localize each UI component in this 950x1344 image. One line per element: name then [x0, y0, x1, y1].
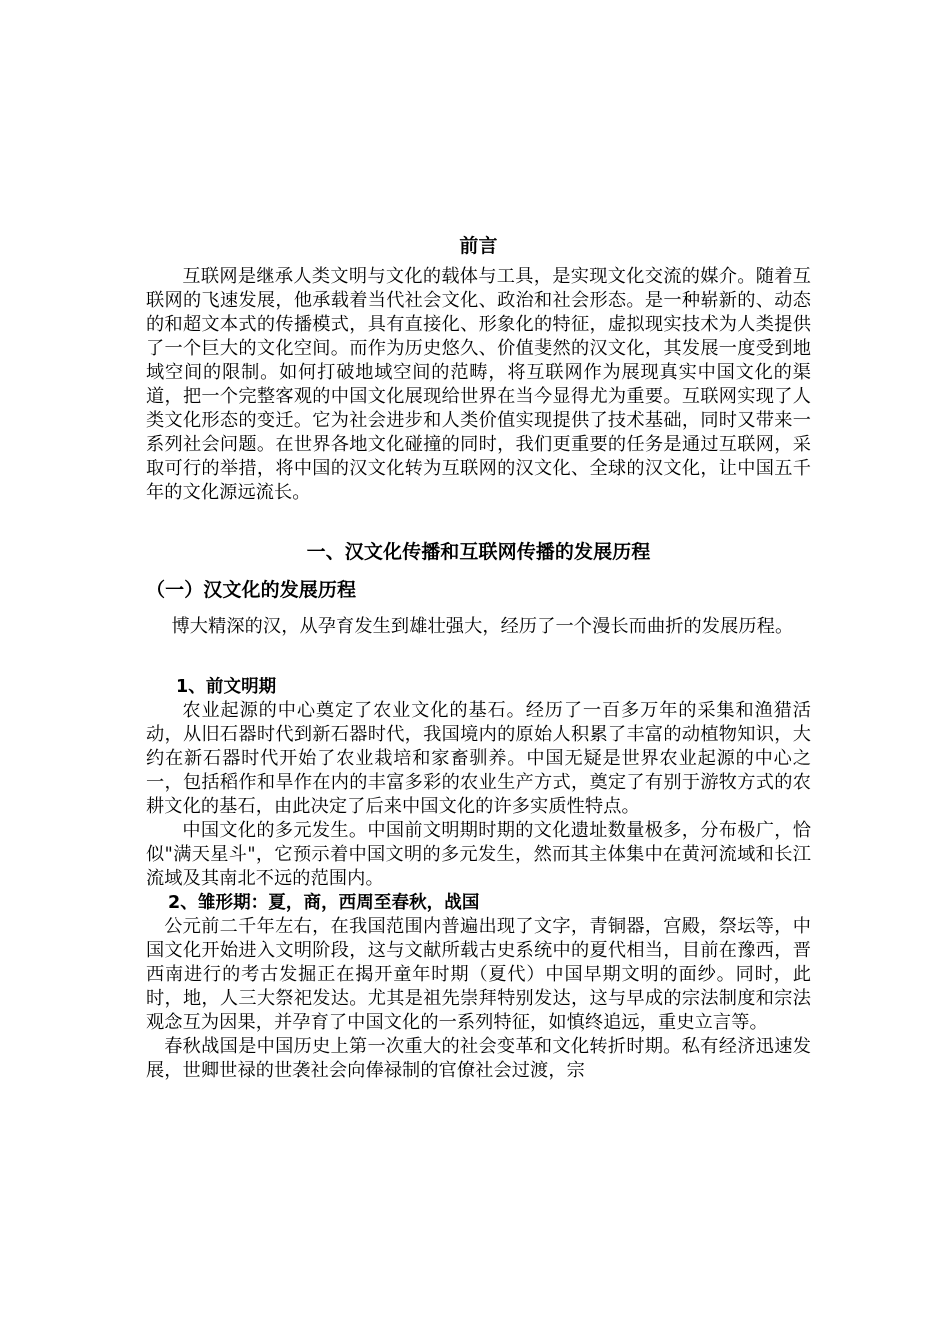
spacer: [146, 565, 811, 577]
spacer: [146, 603, 811, 615]
preface-paragraph: 互联网是继承人类文明与文化的载体与工具，是实现文化交流的媒介。随着互联网的飞速发展，他承载着当代社会文化、政治和社会形态。是一种崭新的、动态的和超文本式的传播模式，具有直接化、形象化的特征，虚拟现实技术为人类提供了一个巨大的文化空间。而作为历史悠久、价值斐然的汉文化，其发展一度受到地域空间的限制。如何打破地域空间的范畴，将互联网作为展现真实中国文化的渠道，把一个完整客观的中国文化展现给世界在当今显得尤为重要。互联网实现了人类文化形态的变迁。它为社会进步和人类价值实现提供了技术基础，同时又带来一系列社会问题。在世界各地文化碰撞的同时，我们更重要的任务是通过互联网，采取可行的举措，将中国的汉文化转为互联网的汉文化、全球的汉文化，让中国五千年的文化源远流长。: [146, 266, 811, 503]
document-body: [146, 233, 811, 1083]
spacer: [146, 505, 811, 539]
period-paragraph: 公元前二千年左右，在我国范围内普遍出现了文字，青铜器，宫殿，祭坛等，中国文化开始进入文明阶段，这与文献所载古史系统中的夏代相当，目前在豫西，晋西南进行的考古发掘正在揭开童年时期（夏代）中国早期文明的面纱。同时，此时，地，人三大祭祀发达。尤其是祖先崇拜特别发达，这与早成的宗法制度和宗法观念互为因果，并孕育了中国文化的一系列特征，如慎终追远，重史立言等。: [146, 916, 811, 1033]
period-paragraph: 中国文化的多元发生。中国前文明期时期的文化遗址数量极多，分布极广，恰似"满天星斗"，它预示着中国文明的多元发生，然而其主体集中在黄河流域和长江流域及其南北不远的范围内。: [146, 820, 811, 889]
spacer: [146, 639, 811, 675]
subsection-intro: 博大精深的汉，从孕育发生到雄壮强大，经历了一个漫长而曲折的发展历程。: [171, 616, 794, 637]
period-heading: 2、雏形期：夏，商，西周至春秋，战国: [168, 893, 480, 913]
subsection-heading: （一）汉文化的发展历程: [146, 579, 357, 601]
section-heading: 一、汉文化传播和互联网传播的发展历程: [306, 541, 651, 563]
period-paragraph: 春秋战国是中国历史上第一次重大的社会变革和文化转折时期。私有经济迅速发展，世卿世禄的世袭社会向俸禄制的官僚社会过渡，宗: [146, 1036, 811, 1081]
period-heading: 1、前文明期: [176, 677, 277, 697]
preface-title: 前言: [459, 235, 498, 257]
period-paragraph: 农业起源的中心奠定了农业文化的基石。经历了一百多万年的采集和渔猎活动，从旧石器时代到新石器时代，我国境内的原始人积累了丰富的动植物知识，大约在新石器时代开始了农业栽培和家畜驯养。中国无疑是世界农业起源的中心之一，包括稻作和旱作在内的丰富多彩的农业生产方式，奠定了有别于游牧方式的农耕文化的基石，由此决定了后来中国文化的许多实质性特点。: [146, 700, 811, 817]
